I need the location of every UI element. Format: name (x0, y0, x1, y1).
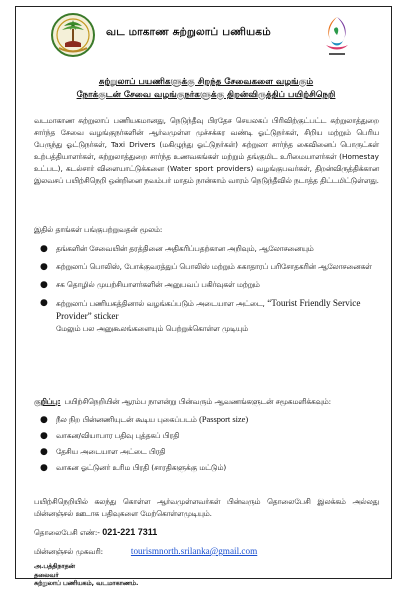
document-text: வாகன/வியாபார பதிவு புத்தகப் பிரதி (56, 431, 180, 440)
benefit-sticker-name: “Tourist Friendly Service Provider” sticker (56, 298, 361, 321)
provincial-emblem-icon (50, 12, 96, 58)
document-note: (Passport size) (199, 415, 249, 424)
benefits-after: மேலும் பல அனுகூலங்களையும் பெற்றுக்கொள்ள முடியும் (56, 324, 249, 333)
benefit-item (34, 243, 379, 255)
signatory-role: தலைவர் (34, 571, 59, 579)
bullet-icon: ● (40, 431, 48, 441)
document-item (34, 462, 379, 474)
title-line-2: நோக்குடன் சேவை வழங்குநர்களுக்கு திறன்விருத்திப் பயிற்சிநெறி (76, 90, 336, 100)
intro-paragraph: வடமாகாண சுற்றுலாப் பணியகமானது, நெடுந்தீவு பிரதேச செயலகப் பிரிவிற்குட்பட்ட சுற்றுலாத்துறை சார்ந்த சேவை வழங்குநர்களின் ஆர்வமுள்ள முச்சக்கர வண்டி ஓட்டுநர்கள், சிறிய மற்றும் பெரிய பேருந்து ஓட்டுநர்கள், Taxi Drivers (மகிழுந்து ஓட்டுநர்கள்) சுற்றுலா சார்ந்த கைவினைப் பொருட்கள் உற்பத்தியாளர்கள், சுற்றுலாத்துறை சார்ந்த உணவகங்கள் மற்றும் தங்குமிட உரிமையாளர்கள் (Homestay உட்பட), கடல்சார் விளையாட்டுக்களை (Water sport providers) வழங்குபவர்கள், திறன்விருத்திக்கான இலவசப் பயிற்சிநெறி ஒன்றினை நவம்பர் மாதம் நான்காம் வாரம் நெடுந்தீவில் நடாத்த திட்டமிட்டுள்ளது. (34, 116, 380, 185)
title-line-1: சுற்றுலாப் பயணிகளுக்கு சிறந்த சேவைகளை வழங்கும் (98, 77, 314, 87)
closing-paragraph: பயிற்சிநெறியில் கலந்து கொள்ள ஆர்வமுள்ளவர்கள் பின்வரும் தொலைபேசி இலக்கம் அல்லது மின்னஞ்சல் ஊடாக பதிவுகளை மேற்கொள்ளமுடியும். (34, 497, 379, 518)
document-text: நீல நிற பின்னணியுடன் கூடிய புகைப்படம் (56, 415, 200, 424)
header (16, 7, 391, 65)
benefits-lead: இதில் தாங்கள் பங்குபற்றுவதன் மூலம்: (34, 225, 163, 234)
benefit-text: சுற்றுலாப் பொலிஸ், போக்குவரத்துப் பொலிஸ் மற்றும் சுகாதாரப் பரிசோதகரின் ஆலோசனைகள் (56, 262, 372, 271)
benefit-text: சக தொழில் முயற்சியாளர்களின் அனுபவப் பகிர்வுகள் மற்றும் (56, 280, 260, 289)
benefit-item (34, 279, 379, 291)
document-item (34, 414, 379, 426)
document-item (34, 430, 379, 442)
bullet-icon: ● (40, 262, 48, 272)
phone-label: தொலைபேசி எண்:- (34, 528, 100, 537)
benefit-item (34, 261, 379, 273)
phone-line (34, 527, 157, 538)
email-line (34, 546, 257, 557)
note-label: குறிப்பு: (34, 397, 61, 406)
signatory-office: சுற்றுலாப் பணியகம், வடமாகாணம். (34, 580, 139, 587)
benefit-text: சுற்றுலாப் பணியகத்தினால் வழங்கப்படும் அடையாள அட்டை, (56, 299, 268, 308)
document-text: தேசிய அடையாள அட்டை பிரதி (56, 447, 166, 456)
benefit-item (34, 297, 379, 335)
email-label: மின்னஞ்சல் முகவரி: (34, 547, 104, 556)
bullet-icon: ● (40, 244, 48, 254)
note-text: பயிற்சிநெறியின் ஆரம்ப நாளன்று பின்வரும் ஆவணங்களுடன் சமூகமளிக்கவும்: (64, 397, 332, 406)
email-link[interactable]: tourismnorth.srilanka@gmail.com (130, 546, 258, 556)
notice-page (15, 6, 392, 587)
note (34, 396, 379, 408)
bullet-icon: ● (40, 463, 48, 473)
benefits-list (34, 243, 379, 335)
document-item (34, 446, 379, 458)
benefit-text: தங்களின் சேவையின் தரத்தினை அதிகரிப்பதற்கான அறிவும், ஆலோசனையும் (56, 244, 314, 253)
signatory-name: அ.பத்திநாதன் (34, 563, 75, 570)
phone-number[interactable]: 021-221 7311 (102, 527, 158, 537)
organization-name: வட மாகாண சுற்றுலாப் பணியகம் (106, 26, 271, 38)
document-text: வாகன ஓட்டுனர் உரிம பிரதி (சாரதிகளுக்கு மட்டும்) (56, 463, 227, 472)
tourism-bureau-logo-icon (318, 15, 356, 59)
bullet-icon: ● (40, 298, 48, 308)
bullet-icon: ● (40, 447, 48, 457)
documents-list (34, 414, 379, 478)
bullet-icon: ● (40, 415, 48, 425)
notice-title (36, 76, 376, 102)
bullet-icon: ● (40, 280, 48, 290)
